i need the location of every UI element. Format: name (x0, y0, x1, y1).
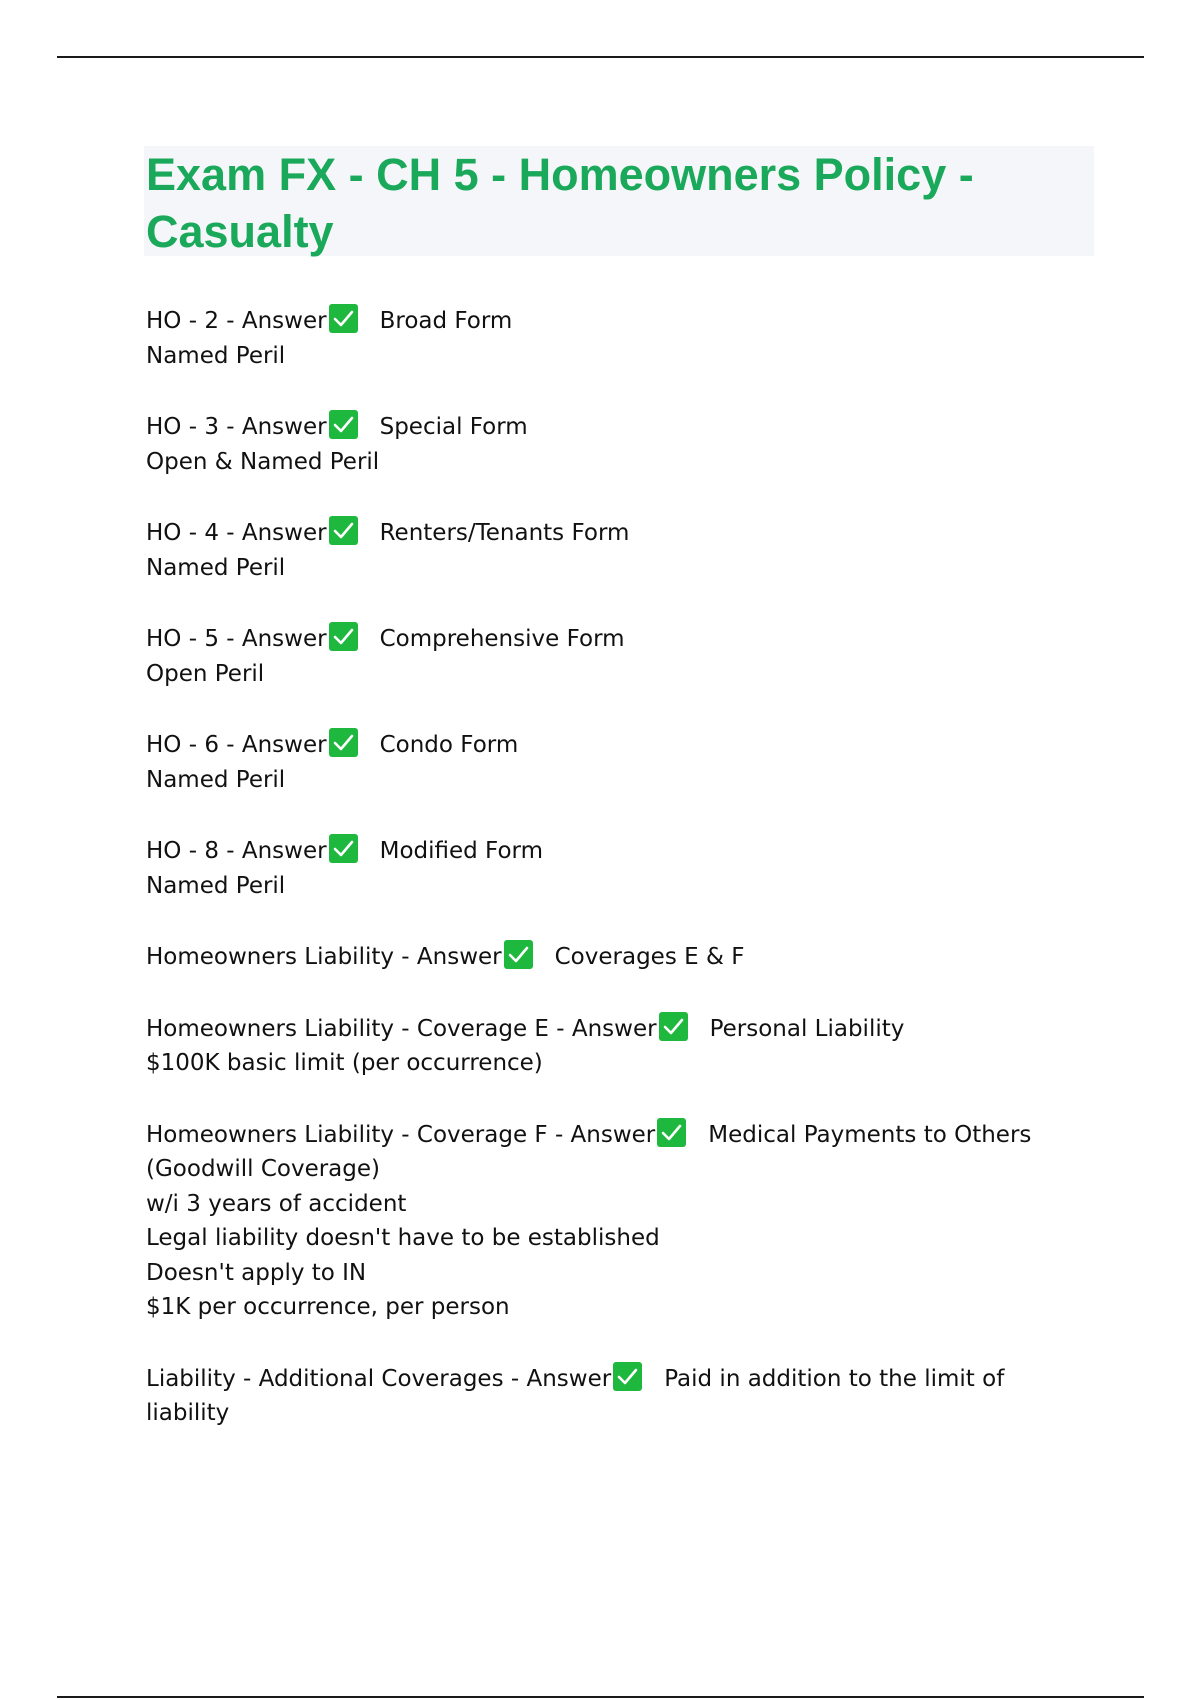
qa-item (146, 940, 1066, 975)
qa-item (146, 304, 1066, 373)
answer-detail-line: Doesn't apply to IN (146, 1259, 367, 1286)
qa-question-line (146, 834, 1066, 869)
answer-detail-line: Named Peril (146, 766, 286, 793)
answer-text: Special Form (379, 414, 528, 440)
answer-detail-line: Open Peril (146, 660, 265, 687)
check-mark-icon (329, 410, 358, 439)
question-text: HO - 6 - Answer (146, 732, 327, 758)
answer-detail-line: Legal liability doesn't have to be established (146, 1225, 660, 1251)
qa-question-line (146, 1362, 1066, 1397)
qa-list (146, 304, 1066, 1468)
answer-detail-line: Open & Named Peril (146, 448, 380, 475)
qa-item (146, 622, 1066, 691)
qa-question-line (146, 728, 1066, 763)
check-mark-icon (613, 1362, 642, 1391)
qa-item (146, 834, 1066, 903)
check-mark-icon (329, 728, 358, 757)
answer-text: Medical Payments to Others (708, 1121, 1032, 1148)
answer-detail-line: (Goodwill Coverage) (146, 1156, 380, 1182)
qa-question-line (146, 516, 1066, 551)
answer-text: Renters/Tenants Form (379, 520, 630, 546)
check-mark-icon (329, 834, 358, 863)
answer-detail-line: Named Peril (146, 342, 286, 369)
answer-text: Broad Form (379, 308, 513, 334)
answer-detail-line: w/i 3 years of accident (146, 1190, 407, 1217)
question-text: HO - 5 - Answer (146, 626, 327, 652)
question-text: Homeowners Liability - Answer (146, 944, 502, 970)
check-mark-icon (659, 1012, 688, 1041)
check-mark-icon (329, 304, 358, 333)
qa-item (146, 516, 1066, 585)
answer-text: Coverages E & F (554, 944, 745, 970)
qa-question-line (146, 940, 1066, 975)
qa-question-line (146, 1118, 1066, 1153)
answer-text: Personal Liability (709, 1015, 905, 1042)
check-mark-icon (329, 516, 358, 545)
qa-item (146, 410, 1066, 479)
qa-item (146, 1118, 1066, 1325)
top-rule (57, 56, 1144, 58)
bottom-rule (57, 1696, 1144, 1698)
answer-text: Modified Form (379, 838, 543, 864)
page-title: Exam FX - CH 5 - Homeowners Policy - Casualty (146, 149, 974, 257)
answer-text: Paid in addition to the limit of (664, 1365, 1005, 1392)
question-text: HO - 8 - Answer (146, 838, 327, 864)
answer-text: Comprehensive Form (379, 626, 625, 652)
answer-detail-line: $1K per occurrence, per person (146, 1294, 510, 1320)
question-text: HO - 3 - Answer (146, 414, 327, 440)
title-box (144, 146, 1094, 256)
question-text: Homeowners Liability - Coverage F - Answer (146, 1121, 656, 1148)
qa-question-line (146, 1012, 1066, 1047)
qa-item (146, 1362, 1066, 1431)
question-text: Homeowners Liability - Coverage E - Answer (146, 1015, 657, 1042)
question-text: HO - 4 - Answer (146, 520, 327, 546)
check-mark-icon (504, 940, 533, 969)
answer-detail-line: $100K basic limit (per occurrence) (146, 1050, 543, 1076)
question-text: HO - 2 - Answer (146, 308, 327, 334)
answer-detail-line: Named Peril (146, 554, 286, 581)
check-mark-icon (329, 622, 358, 651)
answer-text: Condo Form (379, 732, 519, 758)
qa-question-line (146, 622, 1066, 657)
qa-question-line (146, 304, 1066, 339)
qa-item (146, 1012, 1066, 1081)
qa-question-line (146, 410, 1066, 445)
question-text: Liability - Additional Coverages - Answer (146, 1365, 612, 1392)
check-mark-icon (657, 1118, 686, 1147)
qa-item (146, 728, 1066, 797)
answer-detail-line: liability (146, 1400, 230, 1426)
answer-detail-line: Named Peril (146, 872, 286, 899)
